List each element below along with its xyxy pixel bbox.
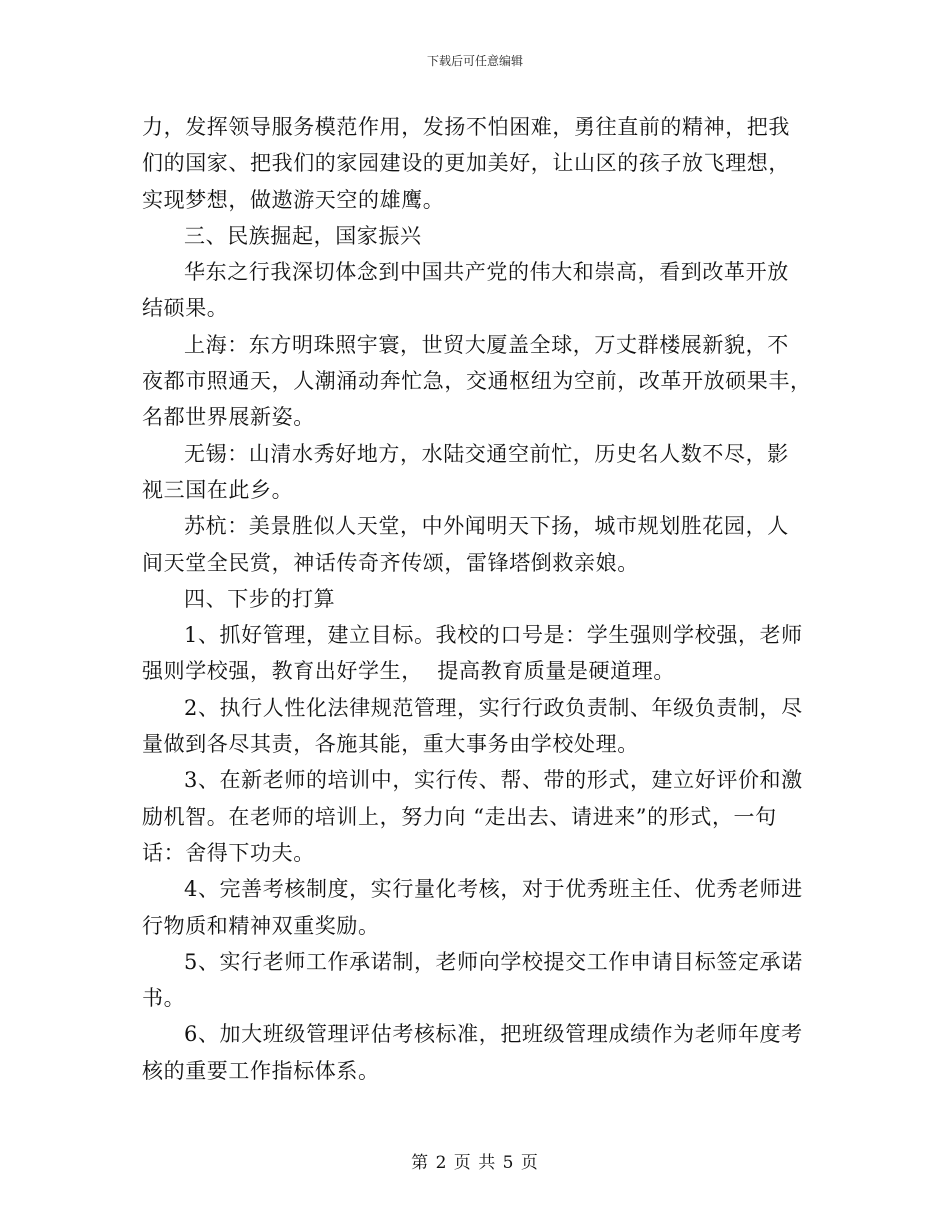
text-line: 6、加大班级管理评估考核标准，把班级管理成绩作为老师年度考: [184, 1022, 803, 1047]
text-line: 1、抓好管理，建立目标。我校的口号是：学生强则学校强，老师: [184, 623, 803, 648]
text-line: 3、在新老师的培训中，实行传、帮、带的形式，建立好评价和激: [184, 768, 803, 793]
text-line: 5、实行老师工作承诺制，老师向学校提交工作申请目标签定承诺: [184, 949, 803, 974]
text-line: 华东之行我深切体念到中国共产党的伟大和崇高，看到改革开放: [184, 260, 789, 285]
page-header: 下载后可任意编辑: [426, 54, 523, 68]
text-line: 上海：东方明珠照宇寰，世贸大厦盖全球，万丈群楼展新貌，不: [184, 332, 789, 357]
text-line: 们的国家、把我们的家园建设的更加美好，让山区的孩子放飞理想，: [142, 151, 790, 176]
section-heading: 四、下步的打算: [184, 586, 336, 611]
text-line: 行物质和精神双重奖励。: [142, 913, 380, 938]
text-line: 实现梦想，做遨游天空的雄鹰。: [142, 187, 445, 212]
text-line: 书。: [142, 986, 186, 1011]
body-text: [142, 109, 812, 1089]
text-line: 夜都市照通天，人潮涌动奔忙急，交通枢纽为空前，改革开放硕果丰，: [142, 369, 812, 394]
text-line: 核的重要工作指标体系。: [142, 1058, 380, 1083]
text-line: 2、执行人性化法律规范管理，实行行政负责制、年级负责制，尽: [184, 695, 803, 720]
text-line: 无锡：山清水秀好地方，水陆交通空前忙，历史名人数不尽，影: [184, 441, 789, 466]
text-line: 视三国在此乡。: [142, 477, 294, 502]
text-line: 4、完善考核制度，实行量化考核，对于优秀班主任、优秀老师进: [184, 877, 803, 902]
text-line: 励机智。在老师的培训上，努力向 “走出去、请进来”的形式，一句: [142, 804, 777, 829]
text-line: 话：舍得下功夫。: [142, 840, 315, 865]
section-heading: 三、民族掘起，国家振兴: [184, 223, 422, 248]
text-line: 间天堂全民赏，神话传奇齐传颂，雷锋塔倒救亲娘。: [142, 550, 639, 575]
text-line: 量做到各尽其责，各施其能，重大事务由学校处理。: [142, 732, 639, 757]
text-line: 结硕果。: [142, 296, 229, 321]
page-number: 第 2 页 共 5 页: [411, 1153, 539, 1173]
text-line: 强则学校强，教育出好学生， 提高教育质量是硬道理。: [142, 659, 675, 684]
text-line: 力，发挥领导服务模范作用，发扬不怕困难，勇往直前的精神，把我: [142, 115, 790, 139]
text-line: 名都世界展新姿。: [142, 405, 315, 430]
text-line: 苏杭：美景胜似人天堂，中外闻明天下扬，城市规划胜花园，人: [184, 514, 789, 539]
